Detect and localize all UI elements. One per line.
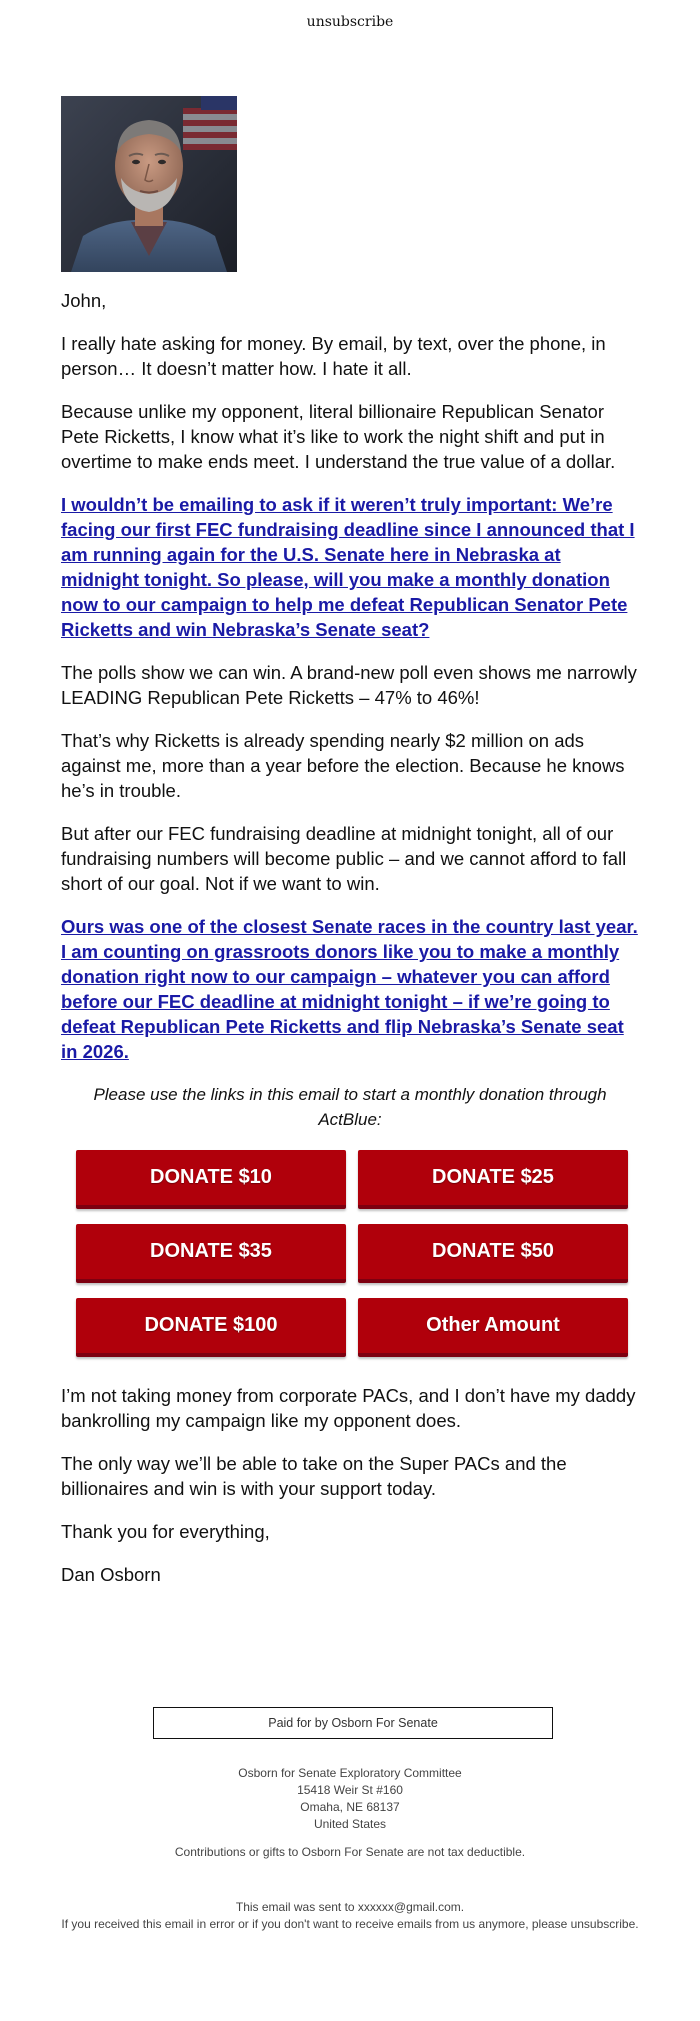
signature: Dan Osborn xyxy=(61,1564,161,1585)
donate-25-button[interactable]: DONATE $25 xyxy=(358,1150,628,1209)
donation-link-paragraph-2 xyxy=(61,914,639,1064)
paragraph-7: The only way we’ll be able to take on the Super PACs and the billionaires and win is with your support today. xyxy=(61,1453,567,1499)
paragraph-5: But after our FEC fundraising deadline at midnight tonight, all of our fundraising numbers will become public – and we cannot afford to fall short of our goal. Not if we want to win. xyxy=(61,823,627,894)
candidate-portrait-image xyxy=(61,96,237,272)
paragraph-2: Because unlike my opponent, literal billionaire Republican Senator Pete Ricketts, I know what it’s like to work the night shift and put in overtime to make ends meet. I understand the true value of a dollar. xyxy=(61,401,616,472)
footer-country: United States xyxy=(313,1817,387,1831)
donate-35-button[interactable]: DONATE $35 xyxy=(76,1224,346,1283)
paid-for-box xyxy=(153,1707,553,1739)
donation-link-2[interactable]: Ours was one of the closest Senate races in the country last year. I am counting on grassroots donors like you to make a monthly donation right now to our campaign – whatever you can afford before our FEC deadline at midnight tonight – if we’re going to defeat Republican Pete Ricketts and flip Nebraska’s Senate seat in 2026. xyxy=(61,916,638,1062)
footer-address xyxy=(0,1765,700,1833)
donate-other-amount-button[interactable]: Other Amount xyxy=(358,1298,628,1357)
footer-sent-to: This email was sent to xxxxxx@gmail.com. xyxy=(235,1900,465,1914)
paragraph-4: That’s why Ricketts is already spending nearly $2 million on ads against me, more than a year before the election. Because he knows he’s in trouble. xyxy=(61,730,625,801)
greeting: John, xyxy=(61,290,107,311)
donation-link-1[interactable]: I wouldn’t be emailing to ask if it weren’t truly important: We’re facing our first FEC fundraising deadline since I announced that I am running again for the U.S. Senate here in Nebraska at midnight tonight. So please, will you make a monthly donation now to our campaign to help me defeat Republican Senator Pete Ricketts and win Nebraska’s Senate seat? xyxy=(61,494,635,640)
footer-city: Omaha, NE 68137 xyxy=(300,1800,400,1814)
donate-10-button[interactable]: DONATE $10 xyxy=(76,1150,346,1209)
paragraph-6: I’m not taking money from corporate PACs, and I don’t have my daddy bankrolling my campaign like my opponent does. xyxy=(61,1385,636,1431)
footer-street: 15418 Weir St #160 xyxy=(297,1783,403,1797)
footer-org: Osborn for Senate Exploratory Committee xyxy=(238,1766,462,1780)
footer-unsubscribe-note[interactable]: If you received this email in error or if you don't want to receive emails from us anymore, please unsubscribe. xyxy=(61,1917,639,1931)
unsubscribe-link[interactable]: unsubscribe xyxy=(306,14,394,30)
donate-100-button[interactable]: DONATE $100 xyxy=(76,1298,346,1357)
donation-link-paragraph-1 xyxy=(61,492,639,642)
footer-tax-note: Contributions or gifts to Osborn For Senate are not tax deductible. xyxy=(174,1845,526,1859)
candidate-photo xyxy=(61,96,237,272)
email-body xyxy=(61,288,639,1605)
paragraph-3: The polls show we can win. A brand-new poll even shows me narrowly LEADING Republican Pete Ricketts – 47% to 46%! xyxy=(61,662,637,708)
paid-for-text: Paid for by Osborn For Senate xyxy=(268,1716,438,1730)
closing: Thank you for everything, xyxy=(61,1521,270,1542)
actblue-note: Please use the links in this email to start a monthly donation through ActBlue: xyxy=(93,1085,607,1129)
footer-recipient xyxy=(0,1899,700,1933)
donate-50-button[interactable]: DONATE $50 xyxy=(358,1224,628,1283)
paragraph-1: I really hate asking for money. By email, by text, over the phone, in person… It doesn’t matter how. I hate it all. xyxy=(61,333,606,379)
donate-button-grid xyxy=(76,1150,639,1357)
